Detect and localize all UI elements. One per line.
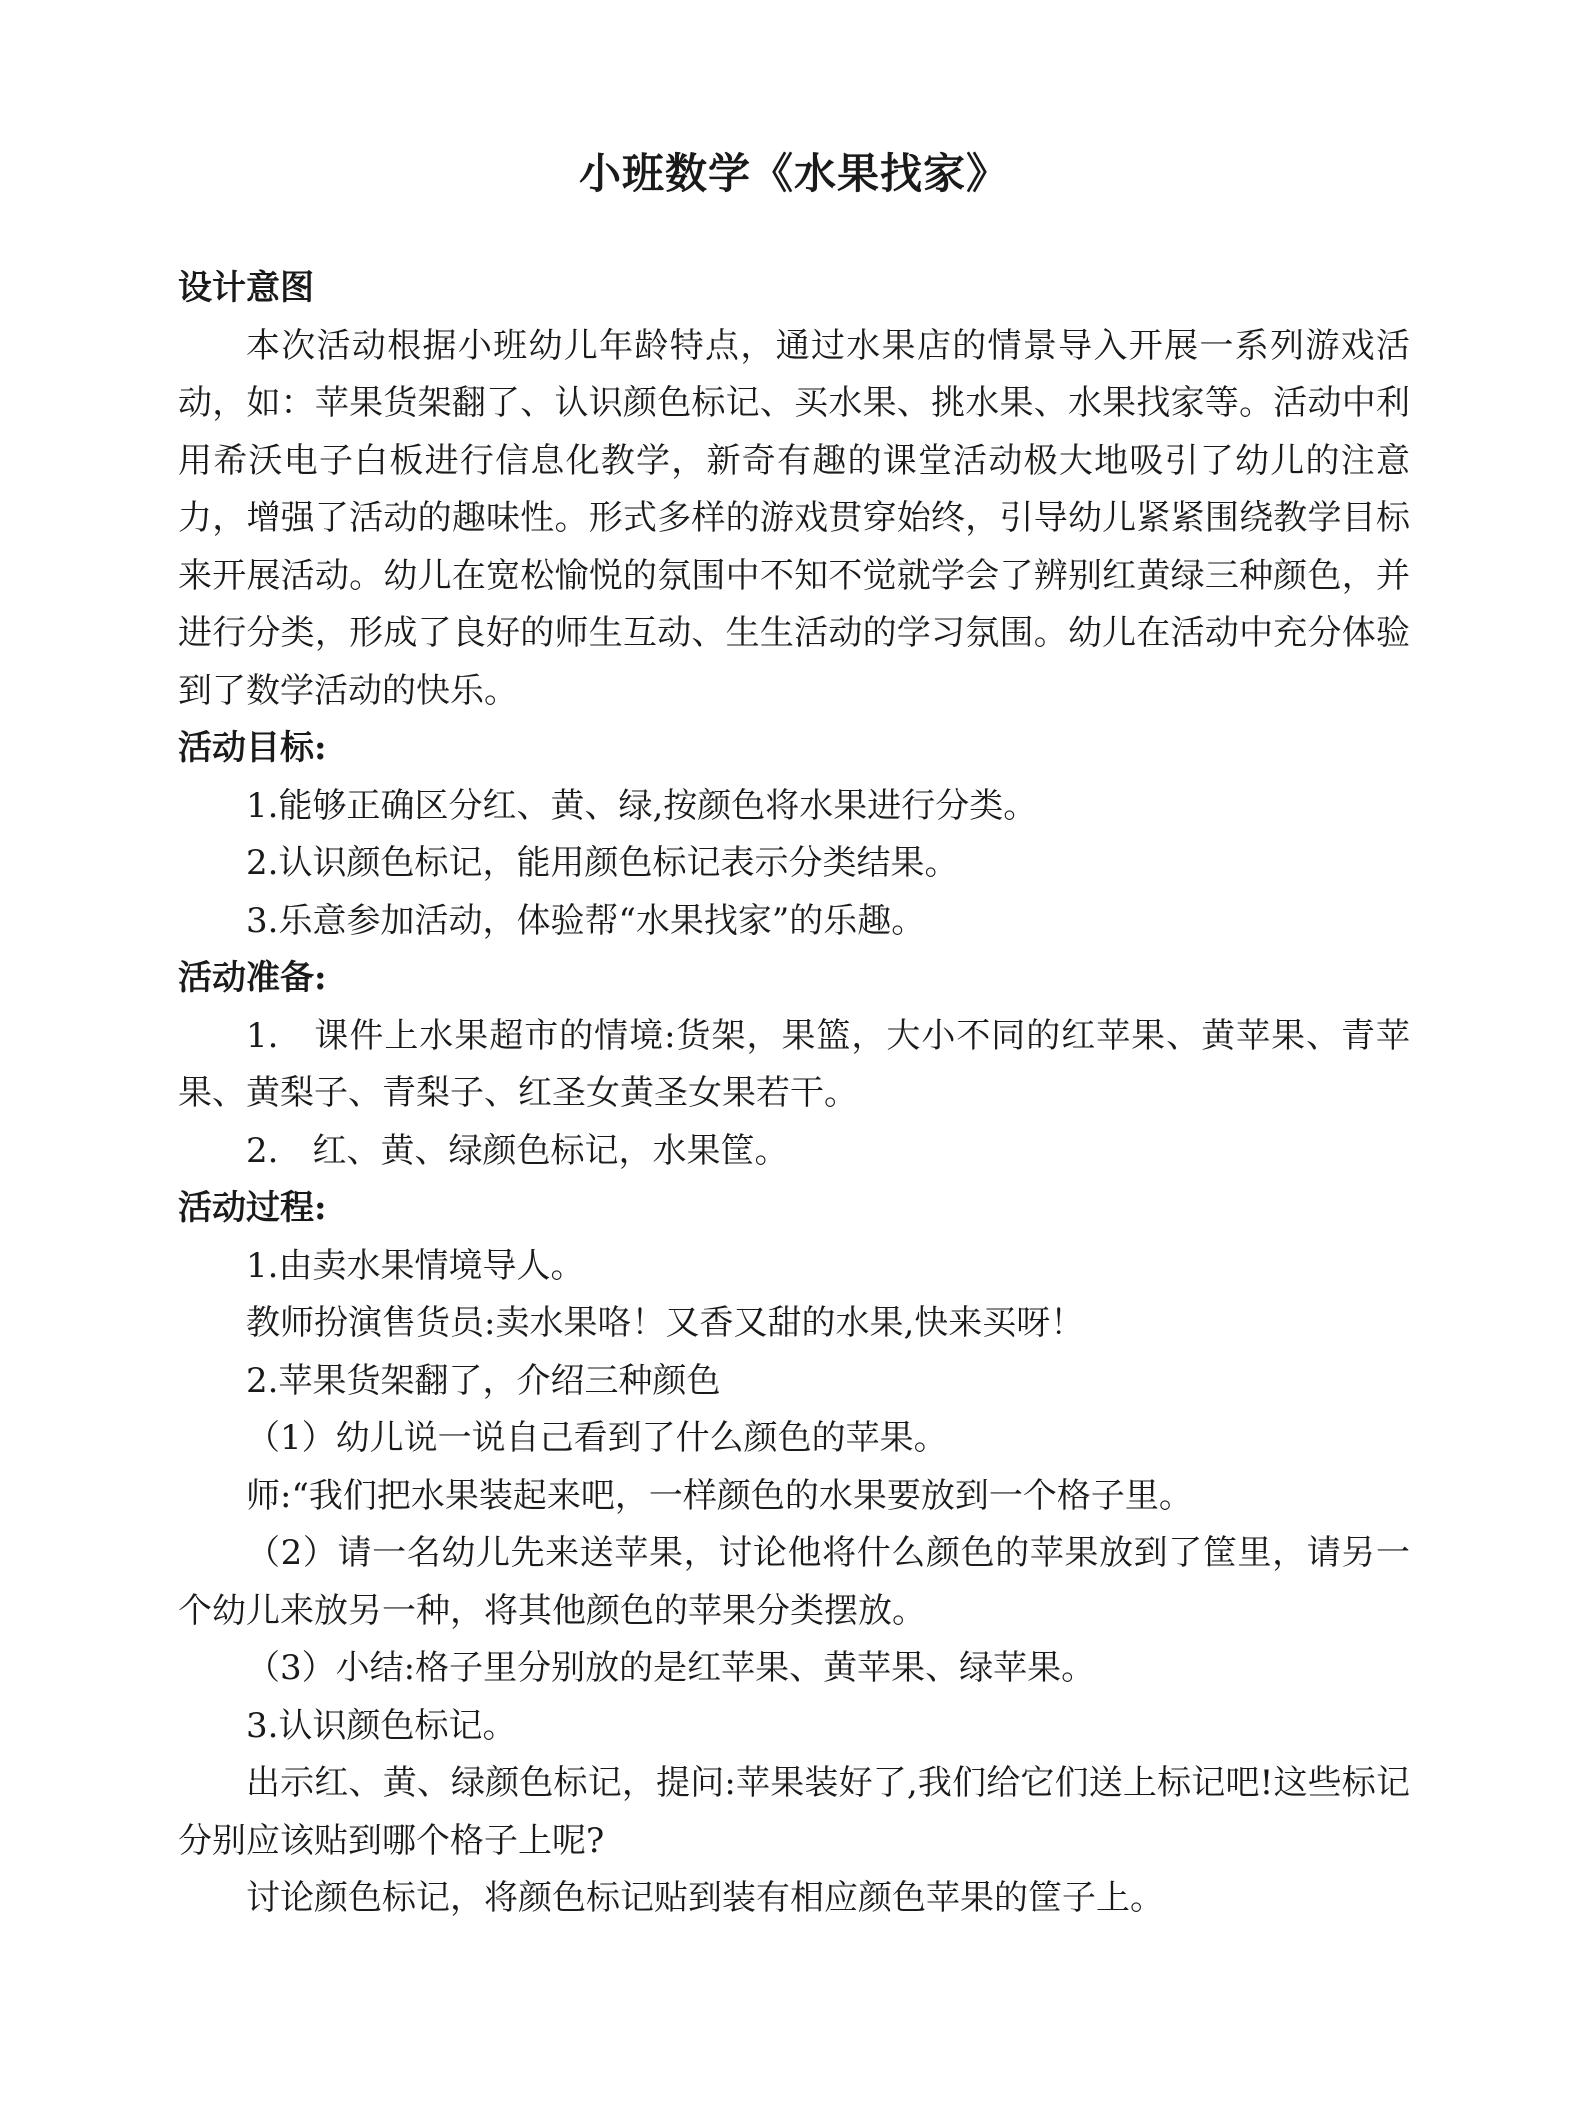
document-title: 小班数学《水果找家》 — [578, 149, 1009, 198]
process-heading: 活动过程: — [178, 1188, 327, 1228]
process-step-7: （3）小结:格子里分别放的是红苹果、黄苹果、绿苹果。 — [246, 1648, 1096, 1688]
design-intent-heading: 设计意图 — [178, 268, 314, 308]
process-step-10: 讨论颜色标记，将颜色标记贴到装有相应颜色苹果的筐子上。 — [246, 1878, 1164, 1918]
preparation-heading: 活动准备: — [178, 958, 327, 998]
process-step-8: 3.认识颜色标记。 — [246, 1705, 517, 1746]
process-step-4: （1）幼儿说一说自己看到了什么颜色的苹果。 — [246, 1418, 948, 1458]
process-step-2: 教师扮演售货员:卖水果咯！又香又甜的水果,快来买呀！ — [246, 1303, 1085, 1343]
goal-item-2: 2.认识颜色标记，能用颜色标记表示分类结果。 — [246, 843, 959, 883]
process-step-9: 出示红、黄、绿颜色标记，提问:苹果装好了,我们给它们送上标记吧!这些标记分别应该贴到哪个格子上呢? — [178, 1763, 1410, 1861]
prep-item-2: 2. 红、黄、绿颜色标记，水果筐。 — [246, 1130, 789, 1171]
goal-item-1: 1.能够正确区分红、黄、绿,按颜色将水果进行分类。 — [246, 785, 1038, 826]
process-step-1: 1.由卖水果情境导人。 — [246, 1245, 585, 1286]
process-step-3: 2.苹果货架翻了，介绍三种颜色 — [246, 1360, 721, 1401]
process-step-5: 师:“我们把水果装起来吧，一样颜色的水果要放到一个格子里。 — [246, 1475, 1193, 1516]
prep-item-1: 1. 课件上水果超市的情境:货架，果篮，大小不同的红苹果、黄苹果、青苹果、黄梨子、青梨子、红圣女黄圣女果若干。 — [178, 1015, 1410, 1113]
goals-heading: 活动目标: — [178, 728, 327, 768]
goal-item-3: 3.乐意参加活动，体验帮“水果找家”的乐趣。 — [246, 900, 926, 941]
process-step-6: （2）请一名幼儿先来送苹果，讨论他将什么颜色的苹果放到了筐里，请另一个幼儿来放另一种，将其他颜色的苹果分类摆放。 — [178, 1533, 1410, 1631]
design-intent-paragraph: 本次活动根据小班幼儿年龄特点，通过水果店的情景导入开展一系列游戏活动，如：苹果货架翻了、认识颜色标记、买水果、挑水果、水果找家等。活动中利用希沃电子白板进行信息化教学，新奇有趣的课堂活动极大地吸引了幼儿的注意力，增强了活动的趣味性。形式多样的游戏贯穿始终，引导幼儿紧紧围绕教学目标来开展活动。幼儿在宽松愉悦的氛围中不知不觉就学会了辨别红黄绿三种颜色，并进行分类，形成了良好的师生互动、生生活动的学习氛围。幼儿在活动中充分体验到了数学活动的快乐。 — [178, 325, 1410, 711]
